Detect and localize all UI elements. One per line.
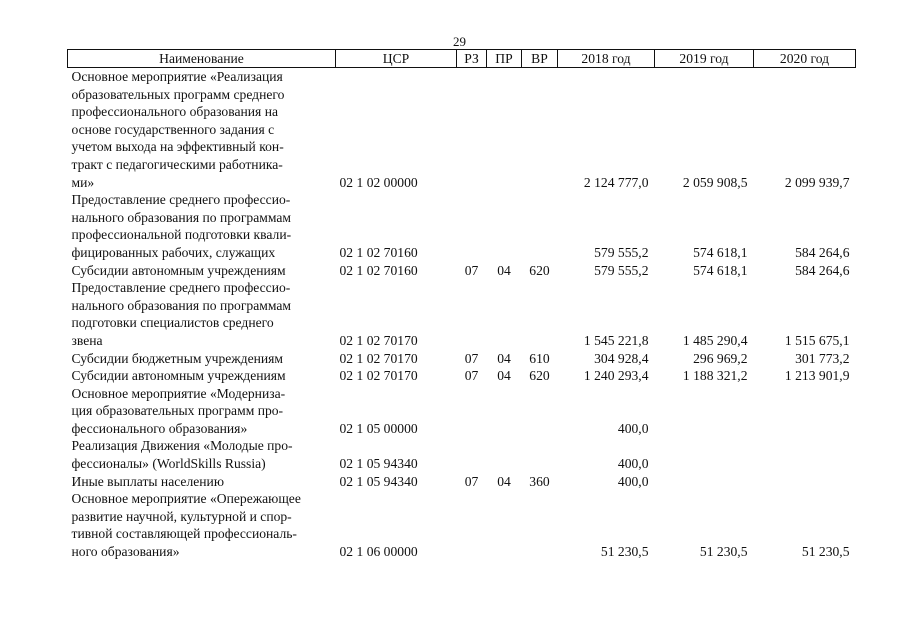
cell-pr (487, 437, 522, 472)
cell-name-line: Субсидии автономным учреждениям (71, 368, 286, 384)
cell-csr: 02 1 02 70170 (339, 332, 418, 348)
cell-name-line: образовательных программ среднего (71, 86, 285, 102)
cell-name-line: ция образовательных программ про- (71, 403, 284, 419)
table-row (68, 473, 856, 491)
cell-2019 (655, 473, 754, 491)
cell-name-line: ми» (71, 174, 95, 190)
cell-pr (487, 279, 522, 349)
table-row (68, 262, 856, 280)
cell-name (68, 367, 336, 385)
cell-vr: 610 (529, 350, 550, 366)
cell-name-line: развитие научной, культурной и спор- (71, 508, 292, 524)
table-row (68, 279, 856, 349)
cell-vr (522, 385, 558, 438)
cell-csr: 02 1 02 70170 (339, 350, 418, 366)
cell-pr (487, 490, 522, 560)
cell-2019: 1 188 321,2 (682, 368, 748, 384)
table-row (68, 350, 856, 368)
cell-name-line: Субсидии бюджетным учреждениям (71, 350, 284, 366)
table-row (68, 490, 856, 560)
cell-name-line: фессионалы» (WorldSkills Russia) (71, 456, 266, 472)
cell-2018: 51 230,5 (600, 544, 649, 560)
cell-rz: 07 (464, 368, 479, 384)
cell-2020 (754, 385, 856, 438)
cell-vr (522, 437, 558, 472)
cell-2020: 1 213 901,9 (784, 368, 850, 384)
cell-csr: 02 1 05 94340 (339, 456, 418, 472)
cell-name (68, 350, 336, 368)
table-row (68, 437, 856, 472)
cell-name-line: фицированных рабочих, служащих (71, 244, 276, 260)
table-header (68, 50, 856, 68)
cell-csr: 02 1 05 94340 (339, 473, 418, 489)
column-header-vr: ВР (522, 50, 558, 68)
cell-2018: 400,0 (617, 420, 649, 436)
cell-2019 (655, 385, 754, 438)
cell-rz (457, 437, 487, 472)
cell-name-line: Иные выплаты населению (71, 473, 224, 489)
cell-name-line: профессиональной подготовки квали- (71, 227, 292, 243)
cell-2020: 584 264,6 (795, 244, 850, 260)
table-row (68, 385, 856, 438)
cell-pr (487, 68, 522, 192)
cell-pr (487, 385, 522, 438)
table-row (68, 191, 856, 261)
cell-2020: 51 230,5 (801, 544, 850, 560)
cell-csr: 02 1 02 70160 (339, 244, 418, 260)
cell-pr: 04 (497, 368, 511, 384)
cell-rz (457, 68, 487, 192)
table-row (68, 68, 856, 192)
cell-2018: 304 928,4 (594, 350, 649, 366)
cell-name (68, 437, 336, 472)
cell-2019: 51 230,5 (699, 544, 748, 560)
cell-name-line: основе государственного задания с (71, 121, 275, 137)
cell-name (68, 279, 336, 349)
cell-csr: 02 1 02 70170 (339, 368, 418, 384)
cell-name-line: учетом выхода на эффективный кон- (71, 139, 284, 155)
cell-2020: 2 099 939,7 (784, 174, 850, 190)
cell-2020: 584 264,6 (795, 262, 850, 278)
cell-2018: 1 545 221,8 (583, 332, 649, 348)
table-row (68, 367, 856, 385)
cell-name-line: фессионального образования» (71, 420, 248, 436)
cell-pr: 04 (497, 350, 511, 366)
cell-pr: 04 (497, 473, 511, 489)
cell-2018: 400,0 (617, 473, 649, 489)
column-header-csr: ЦСР (336, 50, 457, 68)
cell-csr: 02 1 05 00000 (339, 420, 418, 436)
cell-2018: 1 240 293,4 (583, 368, 649, 384)
cell-name-line: Предоставление среднего профессио- (71, 192, 291, 208)
cell-2018: 2 124 777,0 (583, 174, 649, 190)
cell-csr: 02 1 06 00000 (339, 544, 418, 560)
cell-2019 (655, 437, 754, 472)
cell-name-line: Реализация Движения «Молодые про- (71, 438, 293, 454)
cell-rz: 07 (464, 350, 479, 366)
cell-vr (522, 191, 558, 261)
cell-vr (522, 68, 558, 192)
cell-rz (457, 385, 487, 438)
cell-name-line: нального образования по программам (71, 209, 292, 225)
column-header-2019: 2019 год (655, 50, 754, 68)
cell-2020: 1 515 675,1 (784, 332, 850, 348)
cell-rz (457, 490, 487, 560)
cell-name (68, 490, 336, 560)
column-header-rz: РЗ (457, 50, 487, 68)
cell-rz: 07 (464, 473, 479, 489)
cell-name-line: Основное мероприятие «Опережающее (71, 491, 301, 507)
column-header-2020: 2020 год (754, 50, 856, 68)
cell-2018: 579 555,2 (594, 262, 649, 278)
cell-name (68, 262, 336, 280)
cell-name-line: Основное мероприятие «Модерниза- (71, 385, 286, 401)
cell-2019: 574 618,1 (693, 262, 748, 278)
cell-name-line: Предоставление среднего профессио- (71, 280, 291, 296)
cell-rz (457, 191, 487, 261)
cell-name (68, 68, 336, 192)
cell-2018: 579 555,2 (594, 244, 649, 260)
cell-name-line: Основное мероприятие «Реализация (71, 69, 283, 84)
cell-name-line: подготовки специалистов среднего (71, 315, 274, 331)
cell-csr: 02 1 02 00000 (339, 174, 418, 190)
cell-2018: 400,0 (617, 456, 649, 472)
cell-pr: 04 (497, 262, 511, 278)
cell-2020 (754, 473, 856, 491)
cell-2019: 296 969,2 (693, 350, 748, 366)
cell-vr: 620 (529, 368, 550, 384)
cell-rz: 07 (464, 262, 479, 278)
column-header-pr: ПР (487, 50, 522, 68)
cell-2019: 2 059 908,5 (682, 174, 748, 190)
cell-name-line: звена (71, 332, 103, 348)
cell-name-line: ного образования» (71, 544, 180, 560)
cell-name-line: тракт с педагогическими работника- (71, 156, 283, 172)
cell-vr: 620 (529, 262, 550, 278)
cell-vr (522, 279, 558, 349)
cell-vr (522, 490, 558, 560)
cell-2020: 301 773,2 (795, 350, 850, 366)
cell-name-line: нального образования по программам (71, 297, 292, 313)
cell-2019: 1 485 290,4 (682, 332, 748, 348)
column-header-name: Наименование (68, 50, 336, 68)
cell-name (68, 191, 336, 261)
page-number: 29 (453, 34, 466, 49)
column-header-2018: 2018 год (558, 50, 655, 68)
cell-csr: 02 1 02 70160 (339, 262, 418, 278)
cell-name (68, 385, 336, 438)
cell-name-line: тивной составляющей профессиональ- (71, 526, 297, 542)
cell-rz (457, 279, 487, 349)
cell-vr: 360 (529, 473, 550, 489)
cell-2019: 574 618,1 (693, 244, 748, 260)
cell-name-line: профессионального образования на (71, 104, 279, 120)
cell-name-line: Субсидии автономным учреждениям (71, 262, 286, 278)
budget-table (67, 49, 856, 561)
cell-name (68, 473, 336, 491)
cell-2020 (754, 437, 856, 472)
table-body (68, 68, 856, 561)
cell-pr (487, 191, 522, 261)
